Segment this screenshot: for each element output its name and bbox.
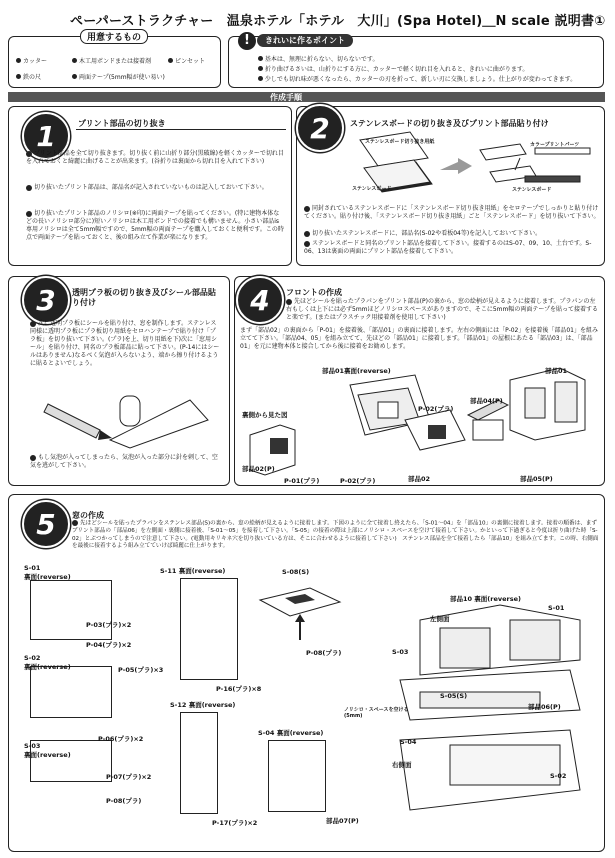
part-label: P-05(プラ)×3 — [118, 666, 164, 674]
procedure-label: 作成手順 — [270, 93, 302, 102]
step-4-item: まず「部品02」の裏面から「P-01」を接着後、「部品01」の裏面に接着します。左右の側面には「P-02」を接着後「部品01」を組み立てて下さい。「部品04、05」を組み立てて、先ほどの「部品01」に接着します。「部品01」の屋根にあたる「部品03」は、「部品01」を元に建物本体と接合してから後に接着をお勧めします。 — [240, 327, 598, 350]
tip-item: 少しでも切れ味が悪くなったら、カッターの刃を折って、新しい刃に交換しましょう。仕上がりが変わってきます。 — [258, 74, 576, 83]
part-label: P-16(プラ)×8 — [216, 685, 262, 693]
step-2-number: 2 — [296, 104, 344, 152]
bullet-icon — [304, 231, 310, 237]
step-5-title: 窓の作成 — [72, 511, 104, 520]
s12-panel — [180, 712, 218, 814]
part-label: 裏面(reverse) — [24, 573, 71, 581]
part10-assembly-diagram — [380, 600, 590, 840]
cutter-illustration — [40, 390, 210, 450]
s01-panel — [30, 580, 112, 640]
tools-heading: 用意するもの — [80, 29, 148, 44]
part-label: P-06(プラ)×2 — [98, 735, 144, 743]
step-4-title: フロントの作成 — [286, 288, 342, 297]
step-3-title: 透明プラ板の切り抜き及びシール部品貼り付け — [72, 288, 216, 307]
bullet-icon — [26, 185, 32, 191]
bullet-icon — [258, 66, 263, 71]
diagram-label: 部品01裏面(reverse) — [322, 367, 391, 375]
diagram-label: P-02(プラ) — [418, 405, 454, 413]
step-1-number: 1 — [22, 112, 70, 160]
part-label: S-02 — [24, 654, 41, 662]
bullet-icon — [286, 299, 292, 305]
s11-panel — [180, 578, 238, 680]
part-label: S-04 — [400, 738, 417, 746]
step-2-item: ステンレスボードと同名のプリント部品を接着して下さい。接着するのはS-07、09、10、土台です。S-06、13は裏面の両面にプリント部品を接着して下さい。 — [304, 240, 592, 255]
part-label: P-07(プラ)×2 — [106, 773, 152, 781]
step-4-number: 4 — [236, 276, 284, 324]
diagram-label: 部品02(P) — [242, 465, 275, 473]
diagram-label: 部品05(P) — [520, 475, 553, 483]
part-label: 左側面 — [430, 615, 450, 623]
part-label: 右側面 — [392, 761, 412, 769]
step-1-title: プリント部品の切り抜き — [78, 119, 166, 128]
tips-heading: きれいに作るポイント — [257, 34, 353, 47]
bullet-icon — [258, 56, 263, 61]
diagram-label: 裏側から見た図 — [242, 411, 288, 419]
bullet-icon — [258, 76, 263, 81]
part-label: S-05(S) — [440, 692, 468, 700]
s04-panel — [268, 740, 326, 812]
exclamation-icon: ! — [238, 32, 256, 50]
part-label: S-01 — [548, 604, 565, 612]
diagram-label: 部品04(P) — [470, 397, 503, 405]
diagram-label: 部品01 — [545, 367, 568, 375]
tool-item: 木工用ボンドまたは接着剤 — [72, 56, 151, 65]
step-2-item: 切り抜いたステンレスボードに、部品名(S-02や看板04等)を記入しておいて下さい。 — [304, 230, 600, 238]
part-label: S-01 — [24, 564, 41, 572]
bullet-icon — [304, 241, 310, 247]
part-label: P-17(プラ)×2 — [212, 819, 258, 827]
step-2-title: ステンレスボードの切り抜き及びプリント部品貼り付け — [350, 119, 549, 128]
part-label: P-03(プラ)×2 — [86, 621, 132, 629]
part-label: 部品07(P) — [326, 817, 359, 825]
part-label: 部品06(P) — [528, 703, 561, 711]
divider — [76, 129, 286, 130]
s02-panel — [30, 666, 112, 718]
step-5-number: 5 — [22, 500, 70, 548]
part-label: S-03 — [392, 648, 409, 656]
bullet-icon — [304, 206, 310, 212]
step-3-item: もし気泡が入ってしまったら、気泡が入った部分に針を刺して、空気を逃がして下さい。 — [30, 454, 218, 469]
bullet-icon — [30, 321, 36, 327]
bullet-icon — [72, 58, 77, 63]
part-label: P-04(プラ)×2 — [86, 641, 132, 649]
diagram-label: P-01(プラ) — [284, 477, 320, 485]
bullet-icon — [72, 74, 77, 79]
step-5-item: 先ほどシールを貼ったプラパンをステンレス部品(S)の裏から、窓の絵柄が見えるように接着します。下図のように全て接着し終えたら、「S-01〜04」を「部品10」の裏側に接着します。接着の順番は、まずプリント部品の「部品06」を左側面・裏側に接着後、「S-01〜05」を接着して下さい。「S-05」の接着の際は上部にノリシロ・スペースを空けて接着して下さい。かといって下過ぎると今度は折り曲げた時「S-02」とぶつかってしまうので注意して下さい。(電動用キリキネ穴を切り抜いている方は、そこに合わせるように接着して下さい) ステンレス部品を全て接着したら「部品10」を組み立てます。この時、右側面を最後に接着するよう組み立てていけば綺麗に仕上がります。 — [72, 520, 599, 549]
bullet-icon — [168, 58, 173, 63]
bullet-icon — [72, 520, 78, 526]
s03-panel — [30, 740, 112, 782]
part-label: 部品10 裏面(reverse) — [450, 595, 521, 603]
part-label: S-11 裏面(reverse) — [160, 567, 226, 575]
diagram-label: ステンレスボード切り抜き用紙 — [365, 139, 435, 145]
bullet-icon — [16, 58, 21, 63]
step-2-item: 同封されているステンレスボードに「ステンレスボード切り抜き用紙」をセロテープでしっかりと貼り付けてください。貼り付け後、「ステンレスボード切り抜き用紙」ごと「ステンレスボード」を切り抜いて下さい。 — [304, 205, 600, 220]
s08-diagram — [255, 570, 345, 650]
bullet-icon — [30, 455, 36, 461]
diagram-label: ステンレスボード — [352, 186, 392, 192]
part-label: P-08(プラ) — [106, 797, 142, 805]
bullet-icon — [26, 151, 32, 157]
tip-item: 基本は、無理に折らない、切らないです。 — [258, 54, 378, 63]
part-label: S-04 裏面(reverse) — [258, 729, 324, 737]
tool-item: 両面テープ(5mm幅が使い易い) — [72, 72, 165, 81]
part-label: 裏面(reverse) — [24, 663, 71, 671]
step-3-number: 3 — [22, 276, 70, 324]
part-label: 裏面(reverse) — [24, 751, 71, 759]
diagram-label: ステンレスボード — [512, 187, 552, 193]
tip-item: 折り曲げるさいは、山折りにする方に、カッターで軽く切れ目を入れると、きれいに曲がります。 — [258, 64, 528, 73]
document-title: ペーパーストラクチャー 温泉ホテル「ホテル 大川」(Spa Hotel)＿N scale 説明書① — [70, 14, 606, 29]
part-label: P-08(プラ) — [306, 649, 342, 657]
diagram-label: P-02(プラ) — [340, 477, 376, 485]
bullet-icon — [26, 211, 32, 217]
part-label: S-02 — [550, 772, 567, 780]
diagram-label: 部品02 — [408, 475, 431, 483]
tool-item: 鉄の尺 — [16, 72, 41, 81]
part-label: ノリシロ・スペースを空ける(5mm) — [344, 707, 409, 719]
diagram-label: カラープリントパーツ — [530, 142, 580, 148]
procedure-bar — [8, 92, 605, 102]
part-label: S-12 裏面(reverse) — [170, 701, 236, 709]
tool-item: ピンセット — [168, 56, 205, 65]
part-label: S-08(S) — [282, 568, 310, 576]
step-4-item: 先ほどシールを貼ったプラパンをプリント部品(P)の裏から、窓の絵柄が見えるように接着します。プラパンの左右もしくは上下には必ず5mmほどノリシロスペースがありますので、そこに5mm幅の両面テープを貼って接着すると楽です。(またはプラスチック用接着剤を使用して下さい) — [286, 298, 599, 321]
step-1-item: プリント部品を全て切り抜きます。切り抜く前に山折り部分(黒破線)を軽くカッターで切れ目を入れておくと綺麗に曲げることが出来ます。(谷折りは裏面から切れ目を入れて下さい) — [26, 150, 284, 165]
front-assembly-diagram — [240, 360, 600, 480]
step-3-item: 次に透明プラ板にシールを貼り付け、窓を制作します。ステンレス同様に透明プラ板にプラ板切り用紙をセロハンテープで貼り付け「プラ板」を切り抜いて下さい。(プラ)を上、切り用紙を下)次に「窓用シール」を貼り付け、同名のプラ板部品に貼って下さい。(P-14にはシールはありません)なるべく気泡が入らないよう、端から擦り付けるように貼るとよいでしょう。 — [30, 320, 220, 367]
part-label: S-03 — [24, 742, 41, 750]
step-1-item: 切り抜いたプリント部品のノリシロ(※印)に両面テープを貼ってください。(特に建物本体などの長いノリシロ部分に)短いノリシロは木工用ボンドでの接着でも構いません。小さい部品is専用ノリシロは全て5mm幅ですので、5mm幅の両面テープを購入しておくと便利です。この時点で両面テープを貼っておくと、後の組み立て作業が楽になります。 — [26, 210, 284, 241]
step-1-item: 切り抜いたプリント部品は、部品名が記入されていないものは記入しておいて下さい。 — [26, 184, 284, 192]
tool-item: カッター — [16, 56, 47, 65]
bullet-icon — [16, 74, 21, 79]
